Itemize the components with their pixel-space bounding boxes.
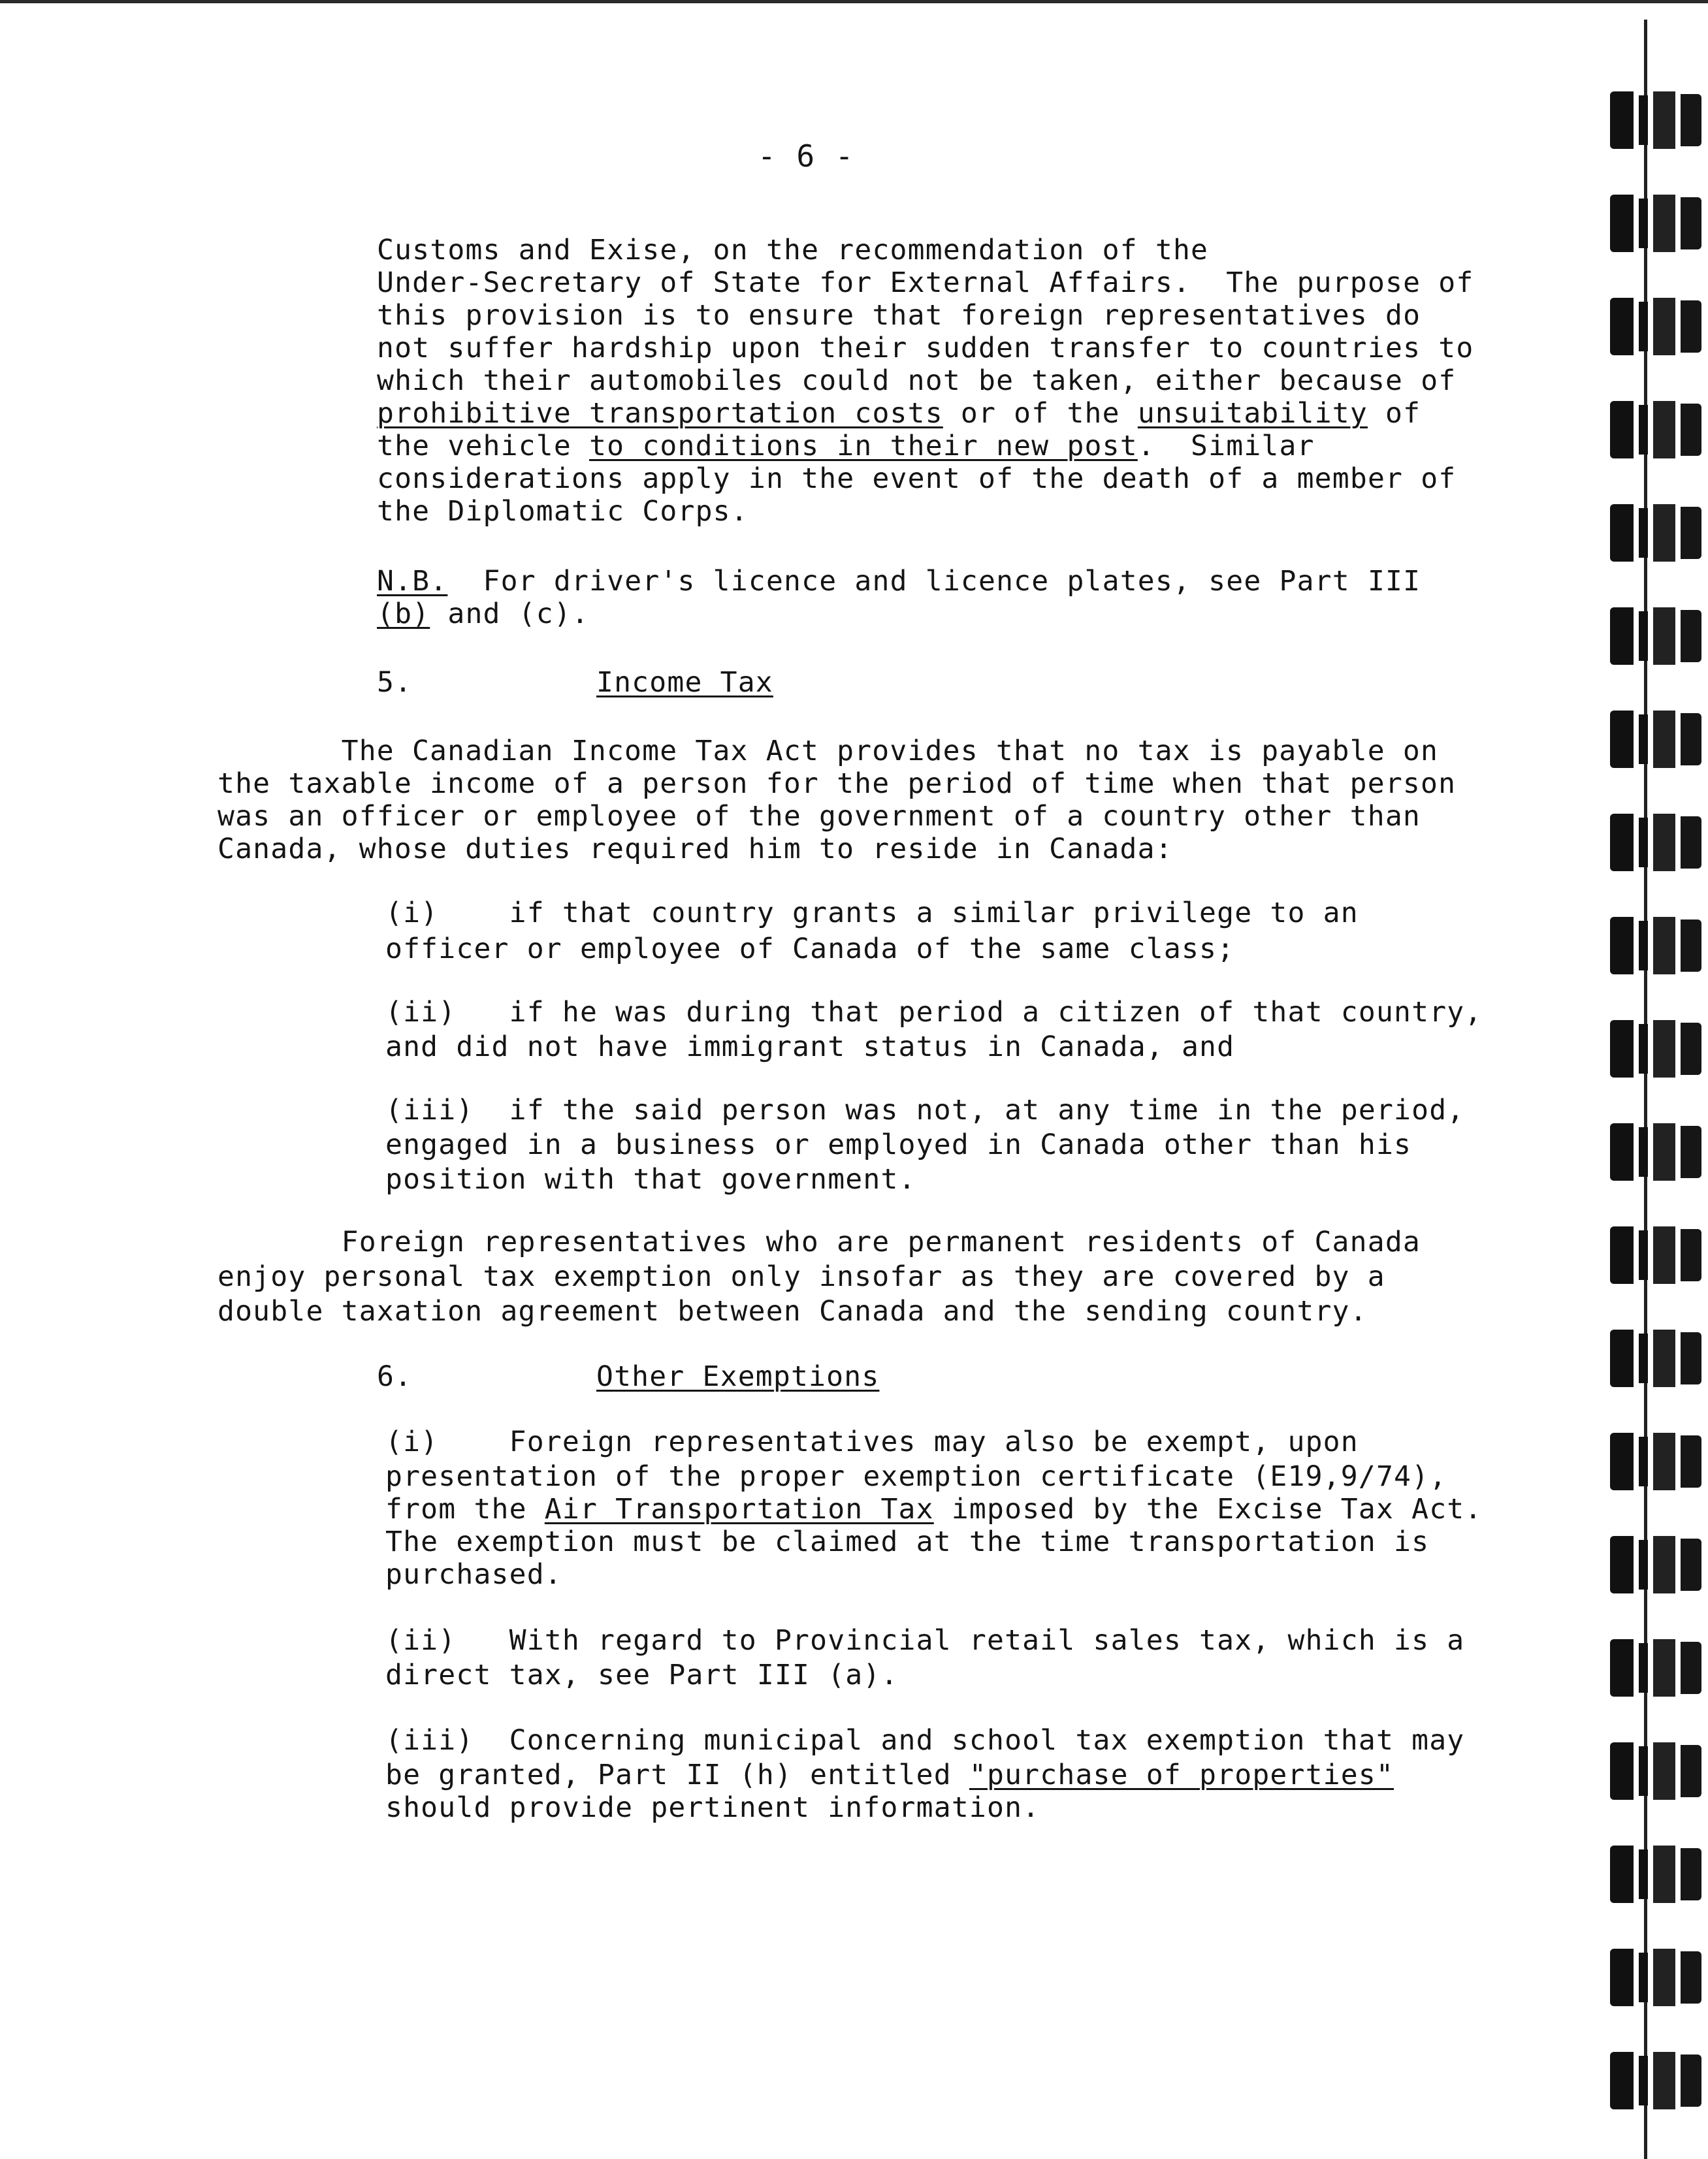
item-iii-line-2: engaged in a business or employed in Canada other than his bbox=[385, 1128, 1412, 1161]
ex-i-line-5: purchased. bbox=[385, 1558, 562, 1591]
binding-ring bbox=[1610, 1226, 1701, 1284]
ex-ii-line-1: (ii) With regard to Provincial retail sales tax, which is a bbox=[385, 1624, 1465, 1657]
binding-ring bbox=[1610, 814, 1701, 871]
item-ii-line-2: and did not have immigrant status in Canada, and bbox=[385, 1031, 1235, 1063]
item-i-line-2: officer or employee of Canada of the same class; bbox=[385, 933, 1235, 965]
binding-ring bbox=[1610, 504, 1701, 562]
page-number: - 6 - bbox=[758, 138, 855, 174]
para1-line-9: the Diplomatic Corps. bbox=[377, 495, 749, 528]
para1-line-6: prohibitive transportation costs or of the unsuitability of bbox=[377, 397, 1421, 430]
binding-ring bbox=[1610, 1330, 1701, 1387]
para1-line-5: which their automobiles could not be taken, either because of bbox=[377, 364, 1457, 397]
ex-i-line-1: (i) Foreign representatives may also be exempt, upon bbox=[385, 1426, 1359, 1458]
binding-ring bbox=[1610, 91, 1701, 149]
binding-ring bbox=[1610, 1536, 1701, 1593]
ex-i-line-4: The exemption must be claimed at the time transportation is bbox=[385, 1526, 1430, 1558]
para3-line-1: Foreign representatives who are permanent residents of Canada bbox=[218, 1226, 1421, 1258]
binding-ring bbox=[1610, 401, 1701, 458]
ex-iii-line-3: should provide pertinent information. bbox=[385, 1791, 1040, 1824]
spiral-binding bbox=[1610, 20, 1708, 2159]
section5-number: 5. bbox=[377, 666, 413, 699]
ex-i-line-3: from the Air Transportation Tax imposed by the Excise Tax Act. bbox=[385, 1493, 1483, 1526]
binding-ring bbox=[1610, 1742, 1701, 1800]
para1-line-8: considerations apply in the event of the death of a member of bbox=[377, 462, 1457, 495]
para3-line-3: double taxation agreement between Canada and the sending country. bbox=[218, 1295, 1368, 1328]
para1-line-2: Under-Secretary of State for External Affairs. The purpose of bbox=[377, 266, 1474, 299]
underlined-phrase: unsuitability bbox=[1137, 397, 1368, 430]
ex-iii-line-2: be granted, Part II (h) entitled "purchase of properties" bbox=[385, 1759, 1394, 1791]
nb-line-2: (b) and (c). bbox=[377, 598, 590, 630]
binding-ring bbox=[1610, 1846, 1701, 1903]
item-iii-line-1: (iii) if the said person was not, at any time in the period, bbox=[385, 1094, 1465, 1127]
para2-line-3: was an officer or employee of the government of a country other than bbox=[218, 800, 1421, 833]
ex-i-line-2: presentation of the proper exemption certificate (E19,9/74), bbox=[385, 1460, 1447, 1493]
para1-line-3: this provision is to ensure that foreign representatives do bbox=[377, 299, 1421, 332]
binding-ring bbox=[1610, 1123, 1701, 1181]
para2-line-4: Canada, whose duties required him to reside in Canada: bbox=[218, 833, 1173, 865]
ex-iii-line-1: (iii) Concerning municipal and school tax exemption that may bbox=[385, 1724, 1465, 1757]
binding-ring bbox=[1610, 195, 1701, 252]
binding-ring bbox=[1610, 1639, 1701, 1697]
binding-ring bbox=[1610, 711, 1701, 768]
para2-line-2: the taxable income of a person for the period of time when that person bbox=[218, 767, 1457, 800]
underlined-phrase: "purchase of properties" bbox=[969, 1759, 1394, 1791]
binding-ring bbox=[1610, 1433, 1701, 1490]
underlined-phrase: Air Transportation Tax bbox=[544, 1493, 934, 1526]
para1-line-4: not suffer hardship upon their sudden transfer to countries to bbox=[377, 332, 1474, 364]
para1-line-1: Customs and Exise, on the recommendation of the bbox=[377, 234, 1209, 266]
section6-number: 6. bbox=[377, 1360, 413, 1393]
top-edge-line bbox=[0, 0, 1708, 3]
binding-ring bbox=[1610, 607, 1701, 665]
binding-ring bbox=[1610, 917, 1701, 974]
binding-ring bbox=[1610, 2052, 1701, 2109]
binding-ring bbox=[1610, 1020, 1701, 1078]
para3-line-2: enjoy personal tax exemption only insofar as they are covered by a bbox=[218, 1260, 1385, 1293]
ex-ii-line-2: direct tax, see Part III (a). bbox=[385, 1659, 899, 1691]
nb-line-1: N.B. For driver's licence and licence plates, see Part III bbox=[377, 565, 1421, 598]
underlined-phrase: prohibitive transportation costs bbox=[377, 397, 943, 430]
binding-ring bbox=[1610, 1949, 1701, 2006]
nb-label: N.B. bbox=[377, 565, 448, 598]
section5-heading: Income Tax bbox=[596, 666, 773, 699]
item-iii-line-3: position with that government. bbox=[385, 1163, 916, 1196]
item-i-line-1: (i) if that country grants a similar privilege to an bbox=[385, 897, 1359, 929]
para1-line-7: the vehicle to conditions in their new post. Similar bbox=[377, 430, 1315, 462]
item-ii-line-1: (ii) if he was during that period a citizen of that country, bbox=[385, 996, 1483, 1029]
para2-line-1: The Canadian Income Tax Act provides that no tax is payable on bbox=[218, 735, 1439, 767]
underlined-phrase: to conditions in their new post bbox=[589, 430, 1138, 462]
binding-ring bbox=[1610, 298, 1701, 355]
section6-heading: Other Exemptions bbox=[596, 1360, 880, 1393]
